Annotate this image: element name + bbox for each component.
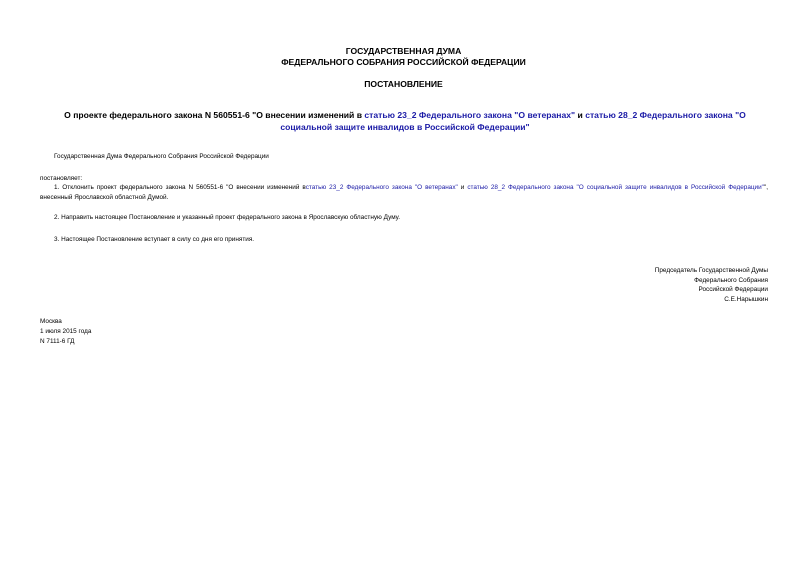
signature-line-3: Российской Федерации <box>698 286 768 294</box>
item-1-text-2: и <box>457 184 468 191</box>
title-link-article-28-2[interactable]: статью 28_2 Федерального закона "О социальной защите инвалидов в Российской Федерации" <box>280 110 746 132</box>
item-1-link-article-23-2[interactable]: статью 23_2 Федерального закона "О ветеранах" <box>305 184 458 191</box>
title-text-2: и <box>575 110 586 120</box>
signature-block <box>655 266 768 304</box>
document-type: ПОСТАНОВЛЕНИЕ <box>364 79 443 89</box>
intro-text: Государственная Дума Федерального Собрания Российской Федерации <box>54 153 269 160</box>
header-line-2: ФЕДЕРАЛЬНОГО СОБРАНИЯ РОССИЙСКОЙ ФЕДЕРАЦИИ <box>281 57 526 67</box>
item-3: 3. Настоящее Постановление вступает в силу со дня его принятия. <box>54 236 255 243</box>
footer-date: 1 июля 2015 года <box>40 328 92 335</box>
title-link-article-23-2[interactable]: статью 23_2 Федерального закона "О ветеранах" <box>364 110 576 120</box>
document-title <box>40 109 770 133</box>
signature-line-2: Федерального Собрания <box>694 276 768 284</box>
footer-number: N 7111-6 ГД <box>40 338 75 345</box>
signature-name: С.Е.Нарышкин <box>724 295 768 303</box>
item-2: 2. Направить настоящее Постановление и указанный проект федерального закона в Ярославскую областную Думу. <box>54 214 401 221</box>
item-1-link-article-28-2[interactable]: статью 28_2 Федерального закона "О социальной защите инвалидов в Российской Федерации" <box>467 184 764 191</box>
title-text-1: О проекте федерального закона N 560551-6 "О внесении изменений в <box>64 110 365 120</box>
footer-block <box>40 317 91 347</box>
item-1-text-3: ", внесенный Ярославской областной Думой. <box>40 184 768 201</box>
signature-line-1: Председатель Государственной Думы <box>654 267 768 274</box>
resolves-text: постановляет: <box>40 175 83 182</box>
footer-city: Москва <box>40 318 62 325</box>
item-1 <box>40 183 768 202</box>
header-line-1: ГОСУДАРСТВЕННАЯ ДУМА <box>345 46 462 56</box>
item-1-text-1: 1. Отклонить проект федерального закона N 560551-6 "О внесении изменений в <box>54 184 306 191</box>
